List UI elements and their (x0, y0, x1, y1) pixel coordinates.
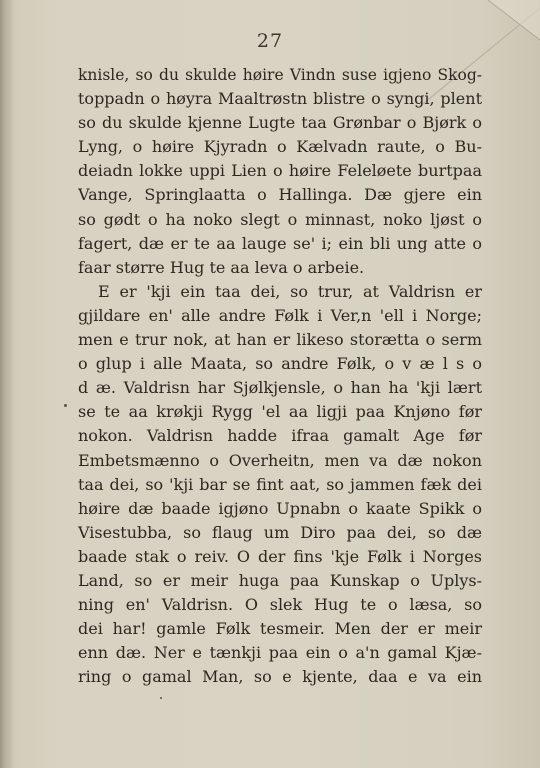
text-line: E er 'kji ein taa dei, so trur, at Valdrisn er (98, 281, 482, 301)
text-line: Embetsmænno o Overheitn, men va dæ nokon (78, 450, 482, 470)
text-line: fagert, dæ er te aa lauge se' i; ein bli ung atte o (78, 233, 482, 253)
text-line: men e trur nok, at han er likeso storætta o serm (78, 330, 482, 350)
text-line: taa dei, so 'kji bar se fint aat, so jammen fæk dei (78, 474, 482, 494)
text-line: enn dæ. Ner e tænkji paa ein o a'n gamal Kjæ- (78, 643, 482, 663)
paper-speck (64, 404, 67, 407)
text-line: toppadn o høyra Maaltrøstn blistre o syngi, plent (78, 89, 482, 109)
binding-shadow (0, 0, 14, 768)
text-line: baade stak o reiv. O der fins 'kje Følk i Norges (78, 546, 482, 566)
text-line: Vange, Springlaatta o Hallinga. Dæ gjere ein (78, 185, 482, 205)
text-line: so du skulde kjenne Lugte taa Grønbar o Bjørk o (78, 113, 482, 133)
text-line: ring o gamal Man, so e kjente, daa e va ein (78, 667, 482, 687)
text-line: deiadn lokke uppi Lien o høire Feleløete burtpaa (78, 161, 482, 181)
text-line: so gødt o ha noko slegt o minnast, noko ljøst o (78, 209, 482, 229)
paper-speck (160, 697, 162, 699)
text-line: gjildare en' alle andre Følk i Ver,n 'ell i Norge; (78, 305, 482, 325)
text-line: knisle, so du skulde høire Vindn suse igjeno Skog- (78, 66, 482, 84)
text-line: Land, so er meir huga paa Kunskap o Uplys- (78, 570, 482, 590)
text-line: o glup i alle Maata, so andre Følk, o v æ l s o (78, 354, 482, 374)
text-line: faar større Hug te aa leva o arbeie. (78, 257, 365, 277)
text-line: Visestubba, so flaug um Diro paa dei, so dæ (78, 522, 482, 542)
text-line: se te aa krøkji Rygg 'el aa ligji paa Knjøno før (78, 402, 482, 422)
text-line: nokon. Valdrisn hadde ifraa gamalt Age før (78, 426, 482, 446)
text-line: dei har! gamle Følk tesmeir. Men der er meir (78, 619, 482, 639)
text-line: ning en' Valdrisn. O slek Hug te o læsa, so (78, 595, 482, 615)
page-number: 27 (256, 30, 284, 52)
text-line: høire dæ baade igjøno Upnabn o kaate Spikk o (78, 498, 482, 518)
text-line: Lyng, o høire Kjyradn o Kælvadn raute, o Bu- (78, 137, 482, 157)
body-text (78, 63, 482, 689)
text-line: d æ. Valdrisn har Sjølkjensle, o han ha 'kji lært (78, 378, 482, 398)
